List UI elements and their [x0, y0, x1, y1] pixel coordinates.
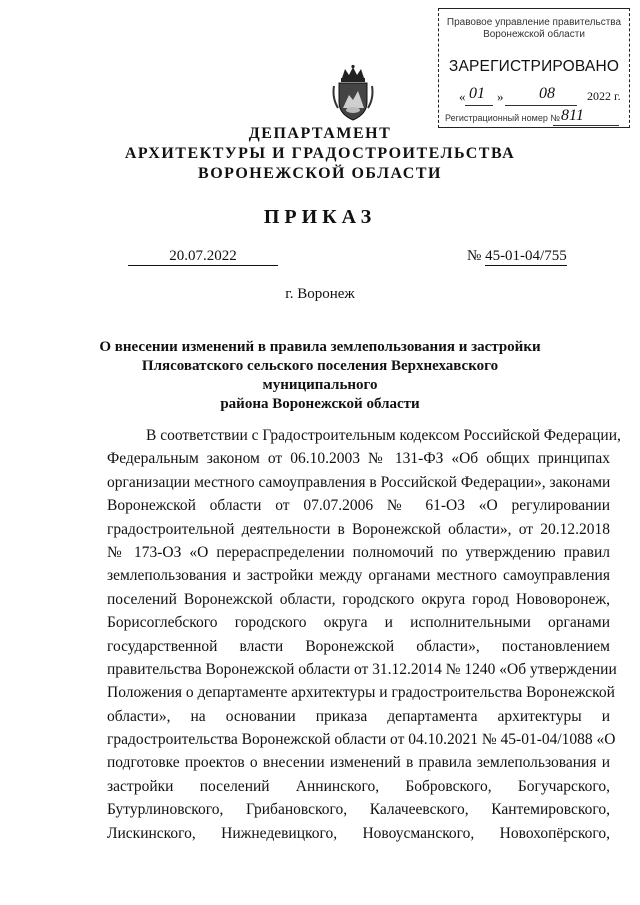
city-name: г. Воронеж: [285, 286, 355, 302]
order-number: [467, 248, 567, 266]
body-line: государственной власти Воронежской области», постановлением: [107, 637, 610, 655]
document-type-title: ПРИКАЗ: [263, 206, 377, 228]
body-line: области», на основании приказа департамента архитектуры и: [107, 707, 610, 725]
stamp-authority-line1: Правовое управление правительства: [446, 17, 622, 28]
stamp-day: 01: [469, 85, 485, 102]
department-heading: [0, 124, 640, 184]
stamp-month: 08: [539, 85, 555, 102]
subject-line1: О внесении изменений в правила землепользования и застройки: [99, 339, 541, 355]
order-number-prefix: №: [467, 248, 482, 264]
registration-stamp: [438, 8, 630, 128]
order-date: 20.07.2022: [128, 248, 278, 266]
body-line: Лискинского, Нижнедевицкого, Новоусманского, Новохопёрского,: [107, 824, 610, 842]
coat-of-arms-icon: [330, 64, 376, 122]
order-subject: [88, 338, 552, 414]
body-line: Положения о департаменте архитектуры и градостроительства Воронежской: [107, 684, 615, 702]
stamp-registered-label: ЗАРЕГИСТРИРОВАНО: [448, 58, 620, 75]
body-line: Федеральным законом от 06.10.2003 № 131-ФЗ «Об общих принципах: [107, 450, 610, 468]
body-line: застройки поселений Аннинского, Бобровского, Богучарского,: [107, 777, 610, 795]
dept-line2: АРХИТЕКТУРЫ И ГРАДОСТРОИТЕЛЬСТВА: [124, 145, 516, 162]
body-line: подготовке проектов о внесении изменений в правила землепользования и: [107, 754, 610, 772]
body-line: № 173-ОЗ «О перераспределении полномочий по утверждению правил: [107, 543, 610, 561]
stamp-reg-label: Регистрационный номер №: [445, 113, 561, 123]
body-line: организации местного самоуправления в Российской Федерации», законами: [107, 473, 611, 491]
stamp-month-underline: [505, 105, 577, 106]
stamp-date: [453, 85, 621, 107]
order-body-text: [107, 424, 621, 845]
dept-line1: ДЕПАРТАМЕНТ: [248, 125, 392, 142]
dept-line3: ВОРОНЕЖСКОЙ ОБЛАСТИ: [198, 165, 442, 182]
body-line: градостроительной деятельности в Воронежской области», от 20.12.2018: [107, 520, 610, 538]
body-line: правительства Воронежской области от 31.12.2014 № 1240 «Об утверждении: [107, 660, 617, 678]
body-line: градостроительства Воронежской области от 04.10.2021 № 45-01-04/1088 «О: [107, 731, 616, 749]
body-line: Воронежской области от 07.07.2006 № 61-ОЗ «О регулировании: [107, 497, 610, 515]
body-line: В соответствии с Градостроительным кодексом Российской Федерации,: [146, 427, 621, 444]
subject-line2: Плясоватского сельского поселения Верхнехавского муниципального: [141, 358, 499, 393]
body-line: землепользования и застройки между органами местного самоуправления: [107, 567, 610, 585]
stamp-year: 2022 г.: [587, 89, 621, 103]
stamp-quote-close: »: [497, 89, 504, 104]
stamp-day-underline: [465, 105, 493, 106]
body-line: поселений Воронежской области, городского округа город Нововоронеж,: [107, 590, 610, 608]
subject-line3: района Воронежской области: [220, 396, 420, 412]
stamp-authority-line2: Воронежской области: [483, 29, 585, 40]
order-number-value: 45-01-04/755: [485, 248, 567, 264]
stamp-quote-open: «: [459, 89, 466, 104]
stamp-authority: [439, 17, 629, 41]
stamp-reg-number: 811: [561, 107, 584, 124]
body-line: Борисоглебского городского округа и исполнительными органами: [107, 614, 610, 632]
body-line: Бутурлиновского, Грибановского, Калачеевского, Кантемировского,: [107, 801, 610, 819]
